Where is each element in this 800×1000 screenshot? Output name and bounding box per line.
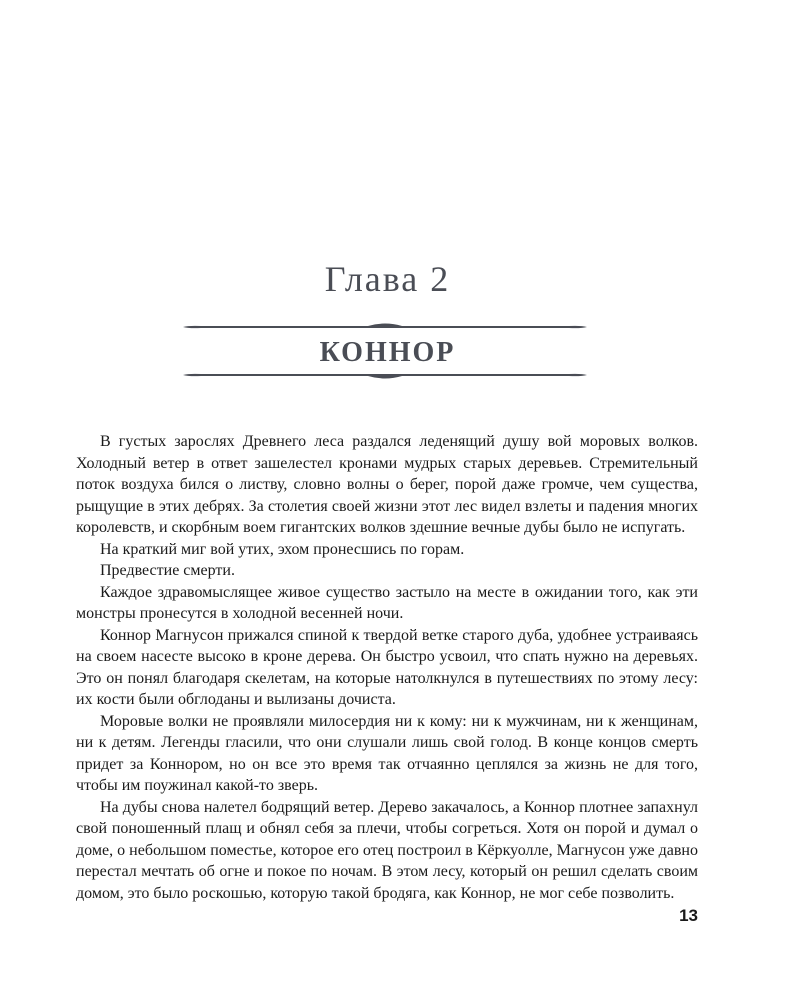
ornament-rule-top: [183, 321, 587, 333]
page-number: 13: [679, 906, 698, 925]
paragraph: В густых зарослях Древнего леса раздался леденящий душу вой моровых волков. Холодный ветер в ответ зашелестел кронами мудрых старых деревьев. Стремительный поток воздуха бился о листву, словно волны о берег, порой даже громче, чем существа, рыщущие в этих дебрях. За столетия своей жизни этот лес видел взлеты и падения многих королевств, и скорбным воем гигантских волков здешние вечные дубы было не испугать.: [76, 433, 698, 536]
paragraph: Каждое здравомыслящее живое существо застыло на месте в ожидании того, как эти монстры пронесутся в холодной весенней ночи.: [76, 583, 698, 622]
paragraph: Коннор Магнусон прижался спиной к твердой ветке старого дуба, удобнее устраиваясь на своем насесте высоко в кроне дерева. Он быстро усвоил, что спать нужно на деревьях. Это он понял благодаря скелетам, на которые натолкнулся в путешествиях по этому лесу: их кости были обглоданы и вылизаны дочиста.: [76, 626, 698, 708]
chapter-name: КОННОР: [319, 337, 456, 368]
paragraph: На дубы снова налетел бодрящий ветер. Дерево закачалось, а Коннор плотнее запахнул свой поношенный плащ и обнял себя за плечи, чтобы согреться. Хотя он порой и думал о доме, о небольшом поместье, которое его отец построил в Кёркуолле, Магнусон уже давно перестал мечтать об огне и покое по ночам. В этом лесу, который он решил сделать своим домом, это было роскошью, которую такой бродяга, как Коннор, не мог себе позволить.: [76, 798, 698, 902]
paragraph: На краткий миг вой утих, эхом пронесшись по горам.: [100, 540, 465, 558]
paragraph: Предвестие смерти.: [100, 562, 235, 579]
chapter-title: Глава 2: [324, 259, 451, 299]
chapter-body-text: [76, 431, 698, 904]
ornament-rule-bottom: [183, 369, 587, 381]
paragraph: Моровые волки не проявляли милосердия ни к кому: ни к мужчинам, ни к женщинам, ни к детям. Легенды гласили, что они слушали лишь свой голод. В конце концов смерть придет за Коннором, но он все это время так отчаянно цеплялся за жизнь не для того, чтобы им поужинал какой-то зверь.: [76, 712, 698, 794]
